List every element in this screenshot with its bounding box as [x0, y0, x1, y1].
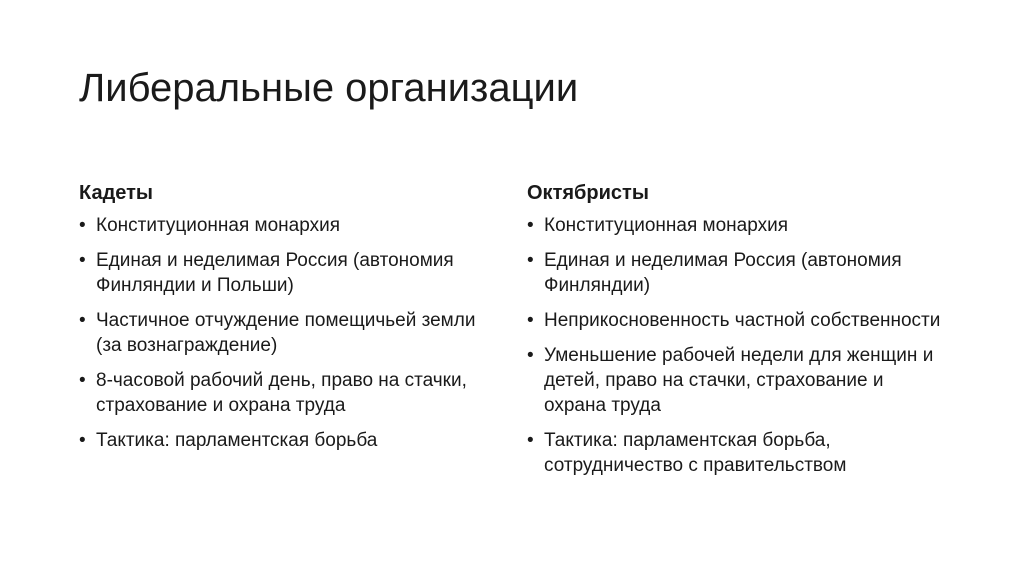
bullet-text: Единая и неделимая Россия (автономия Финляндии и Польши) [96, 250, 454, 296]
bullet-text: 8-часовой рабочий день, право на стачки, страхование и охрана труда [96, 370, 467, 416]
bullet-icon: • [79, 310, 86, 331]
bullet-icon: • [527, 345, 534, 366]
column-heading-kadety: Кадеты [79, 182, 154, 204]
column-heading-oktyabristy: Октябристы [527, 182, 649, 204]
bullet-item [527, 248, 947, 298]
bullet-icon: • [79, 370, 86, 391]
column-oktyabristy [527, 180, 947, 488]
slide-title: Либеральные организации [79, 66, 579, 110]
bullet-item [527, 343, 947, 418]
bullet-item [527, 428, 947, 478]
bullet-text: Тактика: парламентская борьба [96, 430, 378, 451]
bullet-item [79, 368, 499, 418]
bullet-icon: • [527, 215, 534, 236]
bullet-text: Конституционная монархия [96, 215, 340, 236]
bullet-text: Тактика: парламентская борьба, сотрудничество с правительством [544, 430, 847, 476]
bullet-icon: • [79, 215, 86, 236]
bullet-text: Уменьшение рабочей недели для женщин и детей, право на стачки, страхование и охрана труда [544, 345, 934, 416]
bullet-item [79, 428, 499, 453]
bullet-icon: • [527, 250, 534, 271]
bullet-text: Неприкосновенность частной собственности [544, 310, 941, 331]
bullet-icon: • [79, 250, 86, 271]
bullet-text: Частичное отчуждение помещичьей земли (за вознаграждение) [96, 310, 476, 356]
bullet-icon: • [79, 430, 86, 451]
bullet-item [527, 308, 947, 333]
bullet-item [79, 248, 499, 298]
bullet-list-kadety [79, 213, 499, 453]
bullet-text: Единая и неделимая Россия (автономия Финляндии) [544, 250, 902, 296]
bullet-text: Конституционная монархия [544, 215, 788, 236]
bullet-list-oktyabristy [527, 213, 947, 478]
bullet-item [79, 308, 499, 358]
bullet-icon: • [527, 310, 534, 331]
bullet-icon: • [527, 430, 534, 451]
bullet-item [79, 213, 499, 238]
column-kadety [79, 180, 499, 463]
bullet-item [527, 213, 947, 238]
